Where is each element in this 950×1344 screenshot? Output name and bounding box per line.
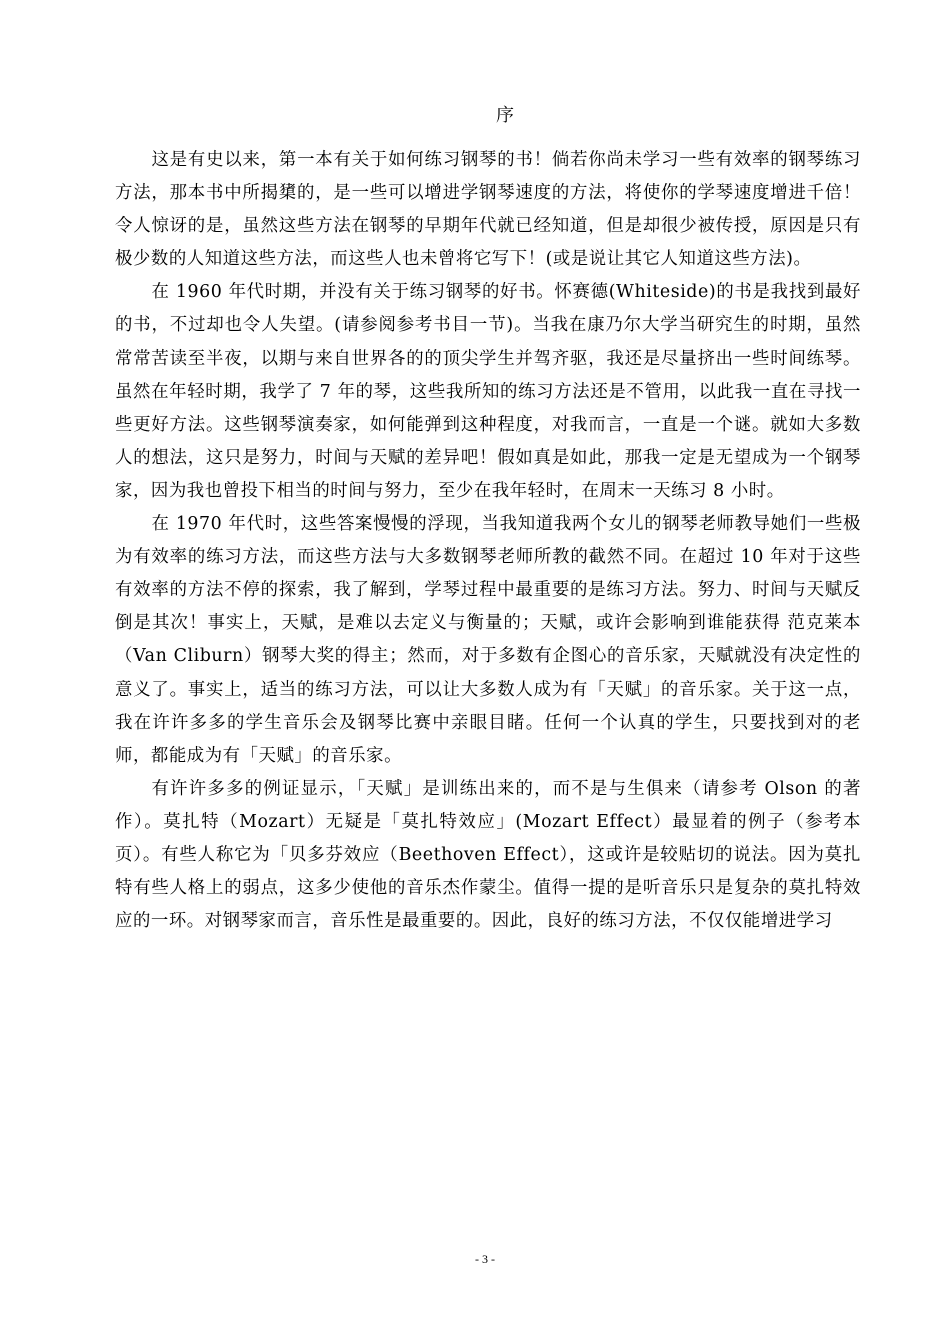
body-text <box>115 144 861 938</box>
paragraph-3: 在 1970 年代时，这些答案慢慢的浮现，当我知道我两个女儿的钢琴老师教导她们一些极为有效率的练习方法，而这些方法与大多数钢琴老师所教的截然不同。在超过 10 年对于这些有效率的方法不停的探索，我了解到，学琴过程中最重要的是练习方法。努力、时间与天赋反倒是其次！事实上，天赋，是难以去定义与衡量的；天赋，或许会影响到谁能获得 范克莱本（Van Cliburn）钢琴大奖的得主；然而，对于多数有企图心的音乐家，天赋就没有决定性的意义了。事实上，适当的练习方法，可以让大多数人成为有「天赋」的音乐家。关于这一点，我在许许多多的学生音乐会及钢琴比赛中亲眼目睹。任何一个认真的学生，只要找到对的老师，都能成为有「天赋」的音乐家。 <box>115 514 861 766</box>
page-number: - 3 - <box>475 1252 495 1266</box>
page-title: 序 <box>496 105 514 126</box>
paragraph-2: 在 1960 年代时期，并没有关于练习钢琴的好书。怀赛德(Whiteside)的书是我找到最好的书，不过却也令人失望。(请参阅参考书目一节)。当我在康乃尔大学当研究生的时期，虽然常常苦读至半夜，以期与来自世界各的的顶尖学生并驾齐驱，我还是尽量挤出一些时间练琴。虽然在年轻时期，我学了 7 年的琴，这些我所知的练习方法还是不管用，以此我一直在寻找一些更好方法。这些钢琴演奏家，如何能弹到这种程度，对我而言，一直是一个谜。就如大多数人的想法，这只是努力，时间与天赋的差异吧！假如真是如此，那我一定是无望成为一个钢琴家，因为我也曾投下相当的时间与努力，至少在我年轻时，在周末一天练习 8 小时。 <box>115 282 861 501</box>
paragraph-1: 这是有史以来，第一本有关于如何练习钢琴的书！倘若你尚未学习一些有效率的钢琴练习方法，那本书中所揭橥的，是一些可以增进学钢琴速度的方法，将使你的学琴速度增进千倍！令人惊讶的是，虽然这些方法在钢琴的早期年代就已经知道，但是却很少被传授，原因是只有极少数的人知道这些方法，而这些人也未曾将它写下！(或是说让其它人知道这些方法)。 <box>115 150 861 270</box>
paragraph-4: 有许许多多的例证显示，「天赋」是训练出来的，而不是与生俱来（请参考 Olson 的著作）。莫扎特（Mozart）无疑是「莫扎特效应」(Mozart Effect）最显着的例子（参考本页）。有些人称它为「贝多芬效应（Beethoven Effect），这或许是较贴切的说法。因为莫扎特有些人格上的弱点，这多少使他的音乐杰作蒙尘。值得一提的是听音乐只是复杂的莫扎特效应的一环。对钢琴家而言，音乐性是最重要的。因此，良好的练习方法，不仅仅能增进学习 <box>115 778 861 932</box>
